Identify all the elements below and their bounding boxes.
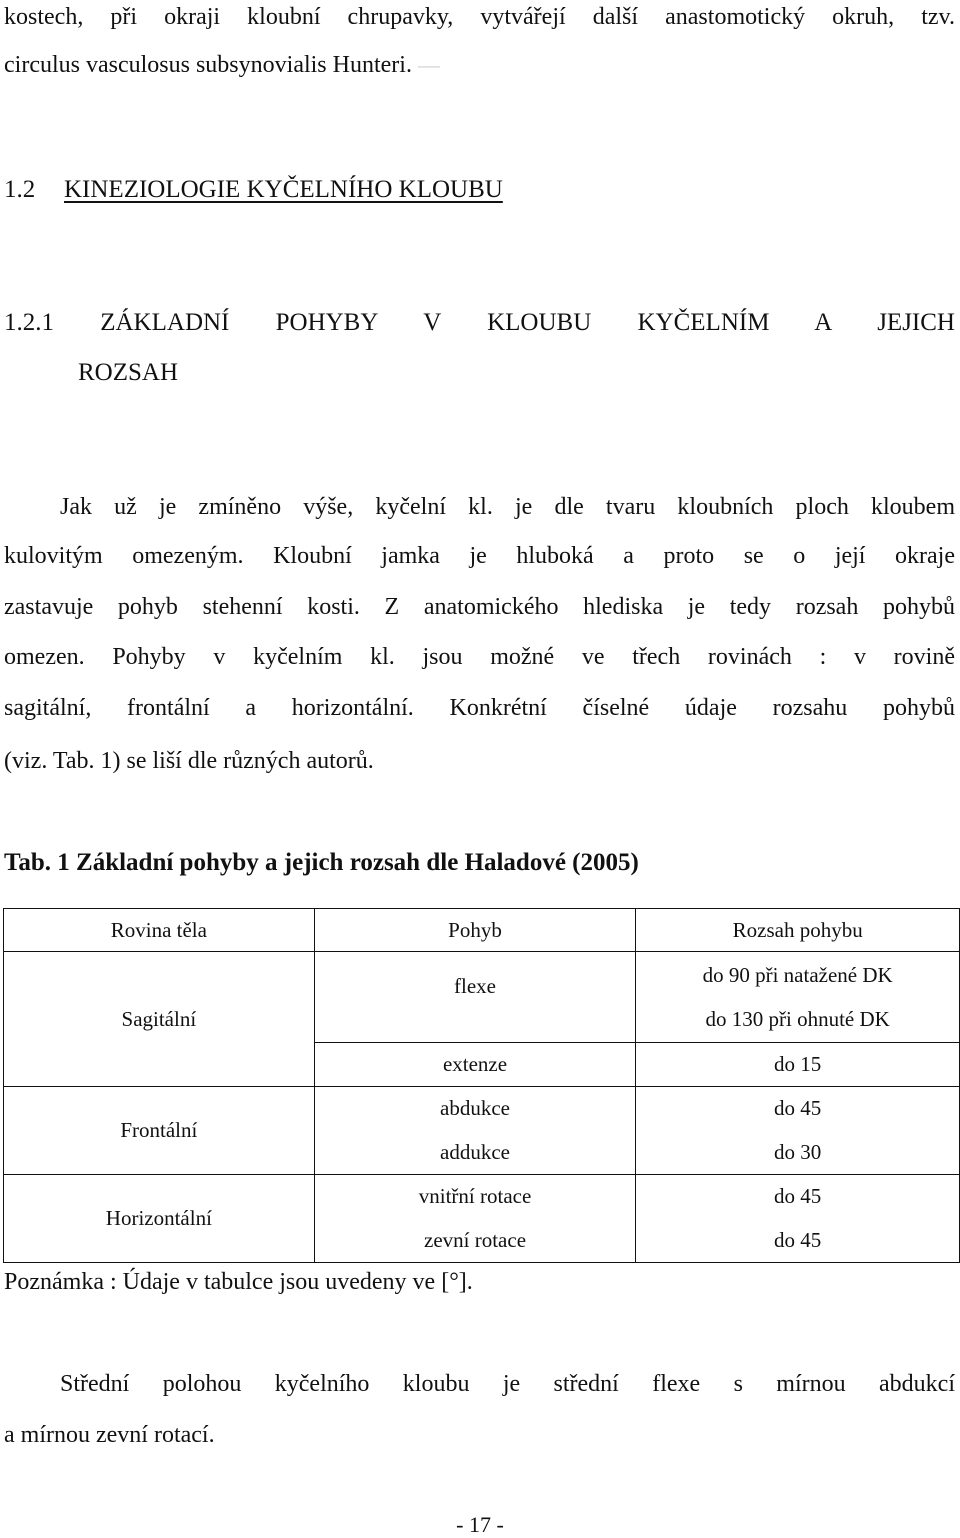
plane-cell: Horizontální	[4, 1175, 315, 1263]
plane-cell: Sagitální	[4, 952, 315, 1087]
header-plane: Rovina těla	[4, 909, 315, 952]
header-movement: Pohyb	[314, 909, 636, 952]
intro-line-2-text: circulus vasculosus subsynovialis Hunteri.	[4, 52, 412, 78]
paragraph1-line-6: (viz. Tab. 1) se liší dle různých autorů.	[4, 748, 374, 774]
section-number: 1.2	[4, 176, 36, 203]
movement-cell: addukce	[314, 1131, 636, 1175]
movement-cell: flexe	[314, 952, 636, 1043]
intro-line-2	[4, 50, 440, 80]
movement-cell: vnitřní rotace	[314, 1175, 636, 1219]
range-cell	[636, 952, 960, 1043]
subsection-heading-line-1: 1.2.1 ZÁKLADNÍ POHYBY V KLOUBU KYČELNÍM A JEJICH	[4, 309, 955, 336]
header-range: Rozsah pohybu	[636, 909, 960, 952]
paragraph2-line-2: a mírnou zevní rotací.	[4, 1422, 215, 1448]
paragraph1-line-2: kulovitým omezeným. Kloubní jamka je hluboká a proto se o její okraje	[4, 543, 955, 569]
range-text: do 90 při natažené DK	[702, 963, 893, 987]
paragraph1-line-5: sagitální, frontální a horizontální. Konkrétní číselné údaje rozsahu pohybů	[4, 695, 955, 721]
paragraph1-line-3: zastavuje pohyb stehenní kosti. Z anatomického hlediska je tedy rozsah pohybů	[4, 594, 955, 620]
movement-cell: extenze	[314, 1043, 636, 1087]
range-text: do 130 při ohnuté DK	[705, 1007, 890, 1031]
table-row	[4, 1175, 960, 1219]
section-heading	[4, 175, 503, 205]
movement-cell: zevní rotace	[314, 1219, 636, 1263]
paragraph1-line-4: omezen. Pohyby v kyčelním kl. jsou možné ve třech rovinách : v rovině	[4, 644, 955, 670]
intro-line-1: kostech, při okraji kloubní chrupavky, vytvářejí další anastomotický okruh, tzv.	[4, 4, 955, 30]
table-header-row	[4, 909, 960, 952]
section-title: KINEZIOLOGIE KYČELNÍHO KLOUBU	[64, 176, 503, 203]
movement-cell: abdukce	[314, 1087, 636, 1131]
range-cell: do 45	[636, 1175, 960, 1219]
page-number: - 17 -	[456, 1512, 504, 1537]
table-row	[4, 1087, 960, 1131]
paragraph2-line-1: Střední polohou kyčelního kloubu je střední flexe s mírnou abdukcí	[60, 1371, 955, 1397]
scan-mark: —	[417, 52, 440, 77]
table-row	[4, 952, 960, 1043]
range-cell: do 30	[636, 1131, 960, 1175]
range-cell: do 15	[636, 1043, 960, 1087]
plane-cell: Frontální	[4, 1087, 315, 1175]
table-note: Poznámka : Údaje v tabulce jsou uvedeny ve [°].	[4, 1269, 473, 1295]
subsection-heading-line-2: ROZSAH	[78, 359, 179, 386]
range-cell: do 45	[636, 1087, 960, 1131]
movements-table	[3, 908, 960, 1263]
table-caption: Tab. 1 Základní pohyby a jejich rozsah dle Haladové (2005)	[4, 849, 639, 876]
range-cell: do 45	[636, 1219, 960, 1263]
paragraph1-line-1: Jak už je zmíněno výše, kyčelní kl. je dle tvaru kloubních ploch kloubem	[60, 494, 955, 520]
